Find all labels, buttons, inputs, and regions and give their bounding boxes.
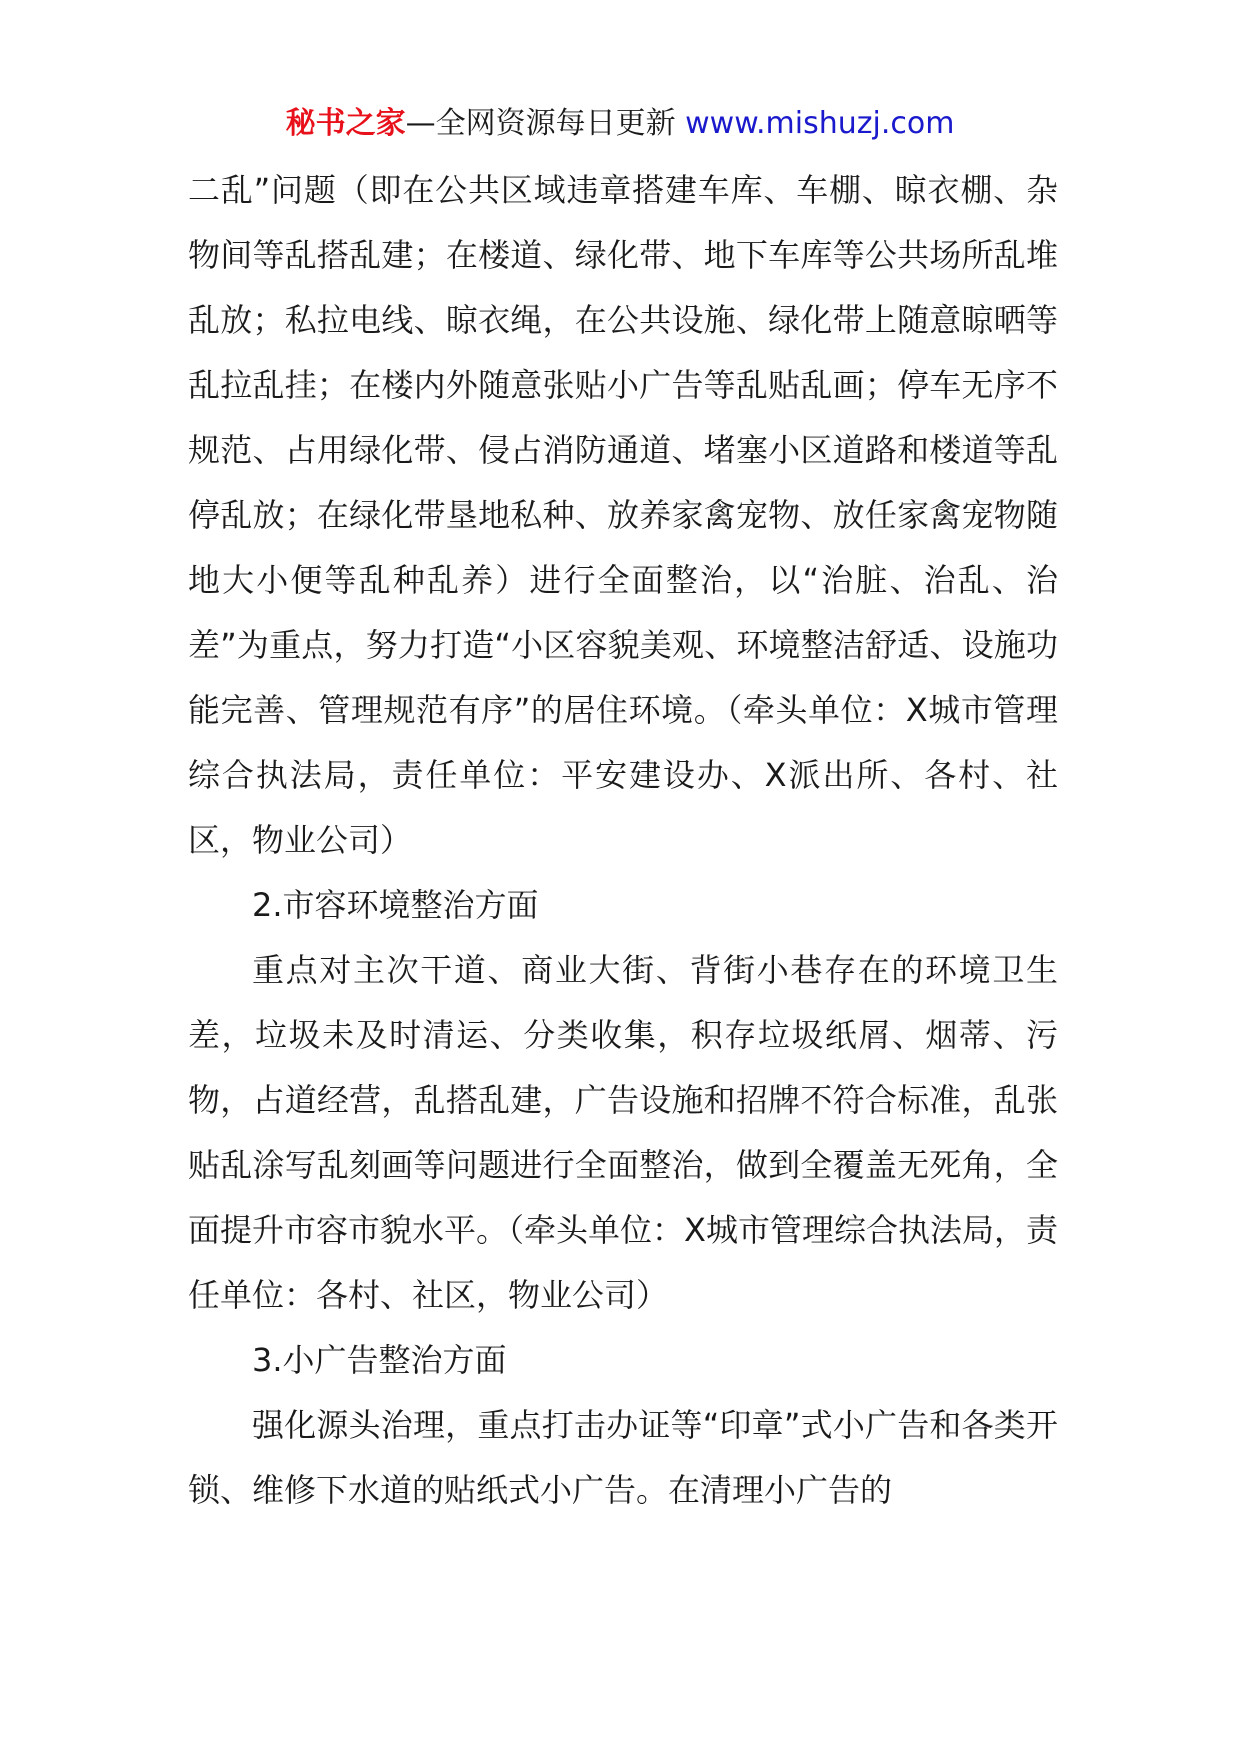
section-heading-2: 2.市容环境整治方面 bbox=[252, 886, 539, 924]
site-header bbox=[0, 104, 1240, 144]
site-slogan: —全网资源每日更新 bbox=[405, 106, 686, 141]
paragraph-city-appearance: 重点对主次干道、商业大街、背街小巷存在的环境卫生差，垃圾未及时清运、分类收集，积存垃圾纸屑、烟蒂、污物，占道经营，乱搭乱建，广告设施和招牌不符合标准，乱张贴乱涂写乱刻画等问题进行全面整治，做到全覆盖无死角，全面提升市容市貌水平。（牵头单位：X城市管理综合执法局，责任单位：各村、社区，物业公司） bbox=[188, 951, 1058, 1314]
paragraph-continuation: 二乱”问题（即在公共区域违章搭建车库、车棚、晾衣棚、杂物间等乱搭乱建；在楼道、绿化带、地下车库等公共场所乱堆乱放；私拉电线、晾衣绳，在公共设施、绿化带上随意晾晒等乱拉乱挂；在楼内外随意张贴小广告等乱贴乱画；停车无序不规范、占用绿化带、侵占消防通道、堵塞小区道路和楼道等乱停乱放；在绿化带垦地私种、放养家禽宠物、放任家禽宠物随地大小便等乱种乱养）进行全面整治，以“治脏、治乱、治差”为重点，努力打造“小区容貌美观、环境整洁舒适、设施功能完善、管理规范有序”的居住环境。（牵头单位：X城市管理综合执法局，责任单位：平安建设办、X派出所、各村、社区，物业公司） bbox=[188, 171, 1058, 859]
document-body bbox=[188, 158, 1058, 1523]
paragraph-small-ads: 强化源头治理，重点打击办证等“印章”式小广告和各类开锁、维修下水道的贴纸式小广告。在清理小广告的 bbox=[188, 1406, 1058, 1509]
section-heading-3: 3.小广告整治方面 bbox=[252, 1341, 507, 1379]
site-url-link[interactable]: www.mishuzj.com bbox=[685, 106, 955, 141]
site-brand: 秘书之家 bbox=[285, 106, 406, 141]
